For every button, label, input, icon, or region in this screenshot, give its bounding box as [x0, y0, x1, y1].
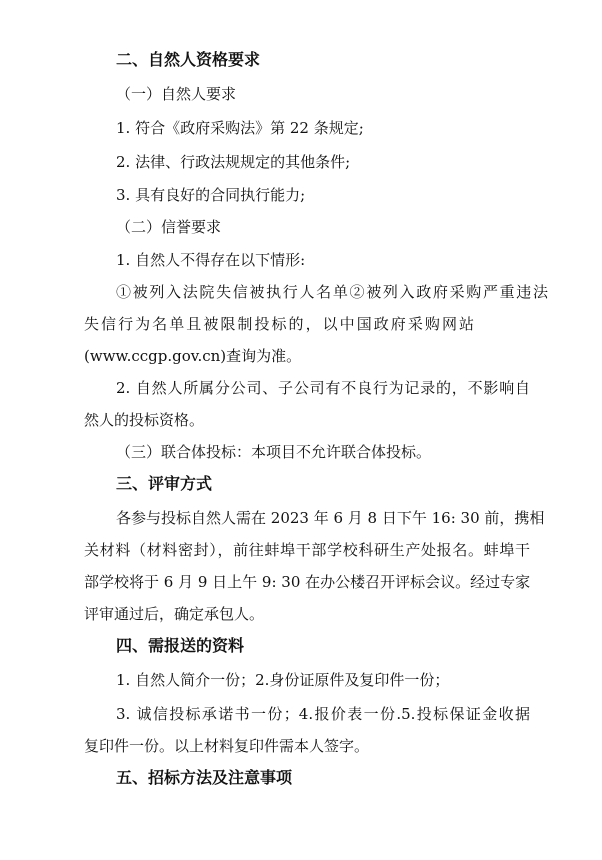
subsection-consortium-bidding: （三）联合体投标：本项目不允许联合体投标。	[116, 443, 432, 461]
credit-item-1-line-3: (www.ccgp.gov.cn)查询为准。	[84, 347, 302, 365]
evaluation-paragraph-line-4: 评审通过后，确定承包人。	[84, 605, 265, 623]
credit-item-2-line-2: 然人的投标资格。	[84, 411, 205, 429]
subsection-credit-requirements: （二）信誉要求	[116, 218, 222, 236]
credit-item-2-line-1: 2. 自然人所属分公司、子公司有不良行为记录的，不影响自	[116, 379, 530, 397]
requirement-item-1: 1. 符合《政府采购法》第 22 条规定;	[116, 119, 364, 137]
evaluation-paragraph-line-1: 各参与投标自然人需在 2023 年 6 月 8 日下午 16: 30 前，携相	[116, 509, 545, 527]
materials-line-3: 复印件一份。以上材料复印件需本人签字。	[84, 737, 370, 755]
requirement-item-3: 3. 具有良好的合同执行能力;	[116, 186, 306, 204]
section-2-heading: 二、自然人资格要求	[116, 50, 261, 69]
requirement-item-2: 2. 法律、行政法规规定的其他条件;	[116, 153, 351, 171]
credit-item-1: 1. 自然人不得存在以下情形:	[116, 251, 306, 269]
section-5-heading: 五、招标方法及注意事项	[116, 768, 293, 787]
credit-item-1-line-2: 失信行为名单且被限制投标的，以中国政府采购网站	[84, 315, 474, 333]
credit-item-1-line-1: ①被列入法院失信被执行人名单②被列入政府采购严重违法	[116, 283, 548, 301]
materials-line-2: 3. 诚信投标承诺书一份；4.报价表一份.5.投标保证金收据	[116, 705, 530, 723]
section-3-heading: 三、评审方式	[116, 474, 213, 493]
materials-line-1: 1. 自然人简介一份；2.身份证原件及复印件一份；	[116, 671, 450, 689]
evaluation-paragraph-line-2: 关材料（材料密封），前往蚌埠干部学校科研生产处报名。蚌埠干	[84, 541, 530, 559]
section-4-heading: 四、需报送的资料	[116, 636, 245, 655]
evaluation-paragraph-line-3: 部学校将于 6 月 9 日上午 9: 30 在办公楼召开评标会议。经过专家	[84, 573, 531, 591]
subsection-natural-person-requirements: （一）自然人要求	[116, 85, 237, 103]
